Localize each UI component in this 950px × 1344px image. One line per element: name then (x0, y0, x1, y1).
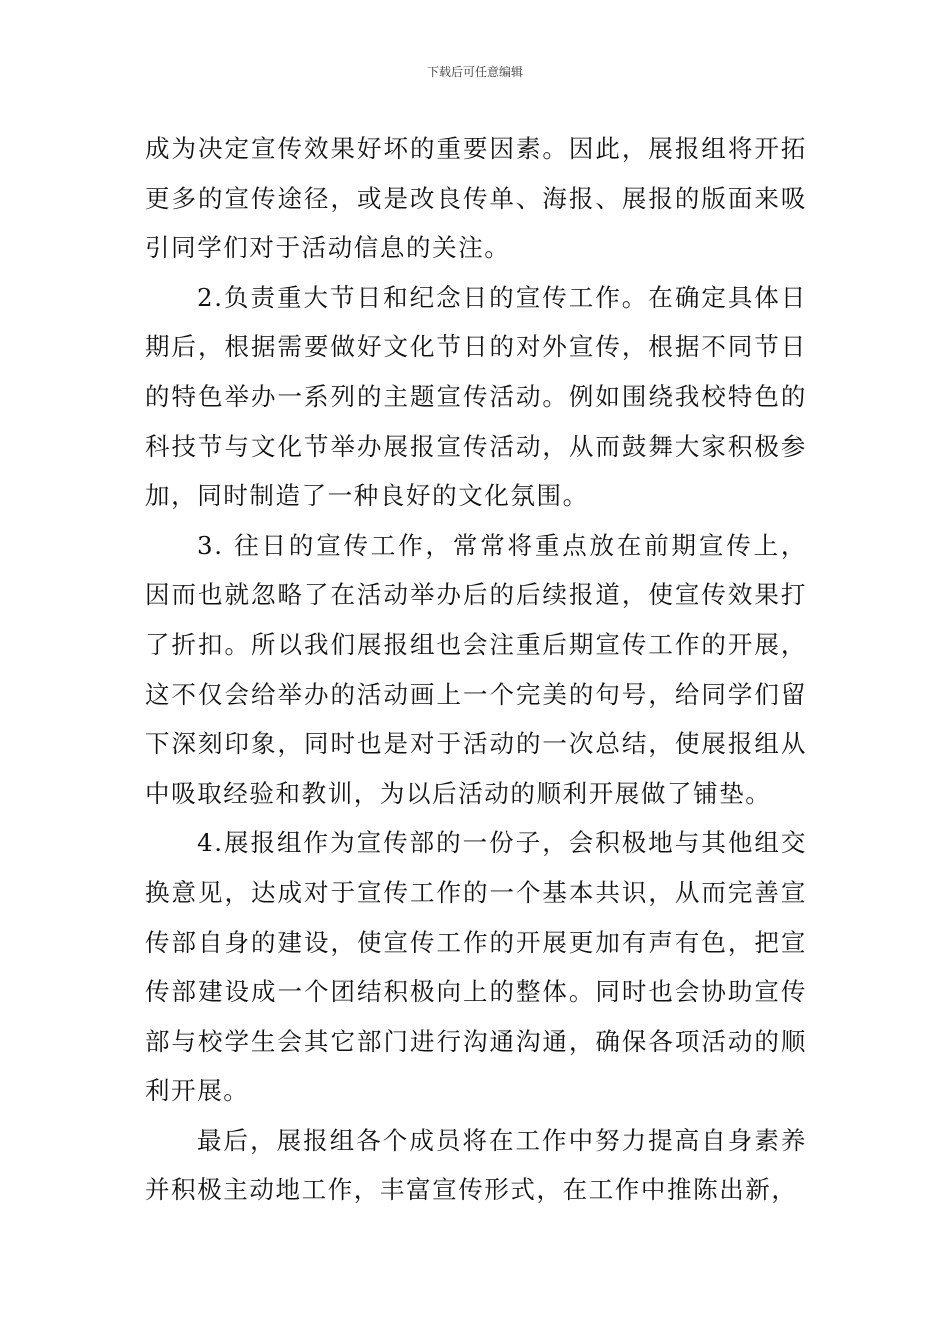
paragraph-item-3: 3. 往日的宣传工作，常常将重点放在前期宣传上，因而也就忽略了在活动举办后的后续报道，使宣传效果打了折扣。所以我们展报组也会注重后期宣传工作的开展，这不仅会给举办的活动画上一个完美的句号，给同学们留下深刻印象，同时也是对于活动的一次总结，使展报组从中吸取经验和教训，为以后活动的顺利开展做了铺垫。 (145, 530, 807, 808)
paragraph-continuation: 成为决定宣传效果好坏的重要因素。因此，展报组将开拓更多的宣传途径，或是改良传单、海报、展报的版面来吸引同学们对于活动信息的关注。 (145, 134, 807, 263)
document-body (145, 124, 807, 1215)
paragraph-item-2: 2.负责重大节日和纪念日的宣传工作。在确定具体日期后，根据需要做好文化节日的对外宣传，根据不同节日的特色举办一系列的主题宣传活动。例如围绕我校特色的科技节与文化节举办展报宣传活动，从而鼓舞大家积极参加，同时制造了一种良好的文化氛围。 (145, 282, 807, 511)
page-header: 下载后可任意编辑 (426, 65, 523, 79)
paragraph-conclusion: 最后，展报组各个成员将在工作中努力提高自身素养并积极主动地工作，丰富宣传形式，在工作中推陈出新， (145, 1125, 807, 1205)
paragraph-item-4: 4.展报组作为宣传部的一份子，会积极地与其他组交换意见，达成对于宣传工作的一个基本共识，从而完善宣传部自身的建设，使宣传工作的开展更加有声有色，把宣传部建设成一个团结积极向上的整体。同时也会协助宣传部与校学生会其它部门进行沟通沟通，确保各项活动的顺利开展。 (145, 828, 807, 1106)
